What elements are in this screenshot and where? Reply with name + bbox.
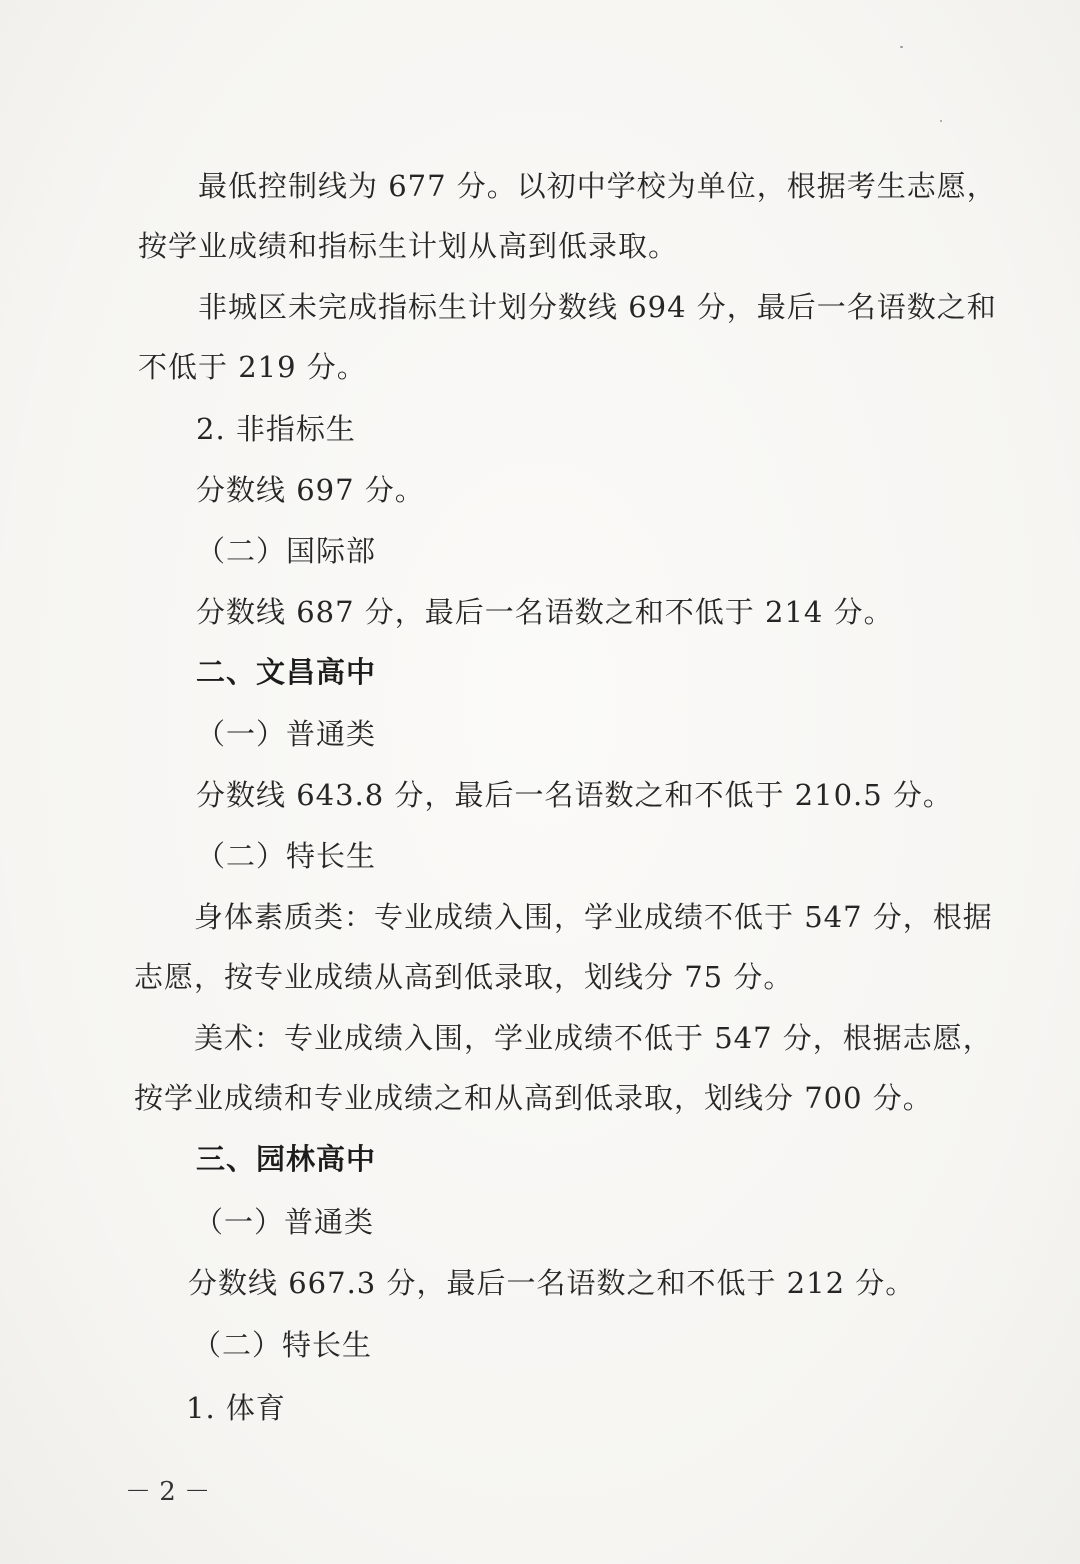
text-line: 志愿，按专业成绩从高到低录取，划线分 75 分。 <box>134 960 794 994</box>
text-line: 不低于 219 分。 <box>138 350 367 384</box>
scan-speck <box>900 46 903 48</box>
text-line: 美术：专业成绩入围，学业成绩不低于 547 分，根据志愿， <box>194 1021 993 1055</box>
page-number: － 2 － <box>125 1477 211 1507</box>
text-line: 身体素质类：专业成绩入围，学业成绩不低于 547 分，根据 <box>194 900 993 934</box>
subsection-heading: （一）普通类 <box>196 717 377 751</box>
section-heading: 三、园林高中 <box>196 1142 377 1176</box>
subsection-heading: （二）特长生 <box>196 839 377 873</box>
text-line: 非城区未完成指标生计划分数线 694 分，最后一名语数之和 <box>198 290 997 324</box>
text-line: 分数线 667.3 分，最后一名语数之和不低于 212 分。 <box>188 1266 916 1300</box>
text-line: 分数线 687 分，最后一名语数之和不低于 214 分。 <box>196 595 894 629</box>
text-line: 分数线 697 分。 <box>196 473 425 507</box>
section-heading: 二、文昌高中 <box>196 655 377 689</box>
text-line: 最低控制线为 677 分。以初中学校为单位，根据考生志愿， <box>198 169 997 203</box>
subsection-heading: （一）普通类 <box>194 1205 375 1239</box>
subsection-heading: （二）国际部 <box>196 534 377 568</box>
subsection-heading: 1. 体育 <box>186 1391 286 1425</box>
text-line: 按学业成绩和专业成绩之和从高到低录取，划线分 700 分。 <box>134 1081 933 1115</box>
scan-speck <box>940 120 942 122</box>
text-line: 分数线 643.8 分，最后一名语数之和不低于 210.5 分。 <box>196 778 953 812</box>
subsection-heading: （二）特长生 <box>192 1328 373 1362</box>
subsection-heading: 2. 非指标生 <box>196 412 356 446</box>
text-line: 按学业成绩和指标生计划从高到低录取。 <box>138 229 679 263</box>
